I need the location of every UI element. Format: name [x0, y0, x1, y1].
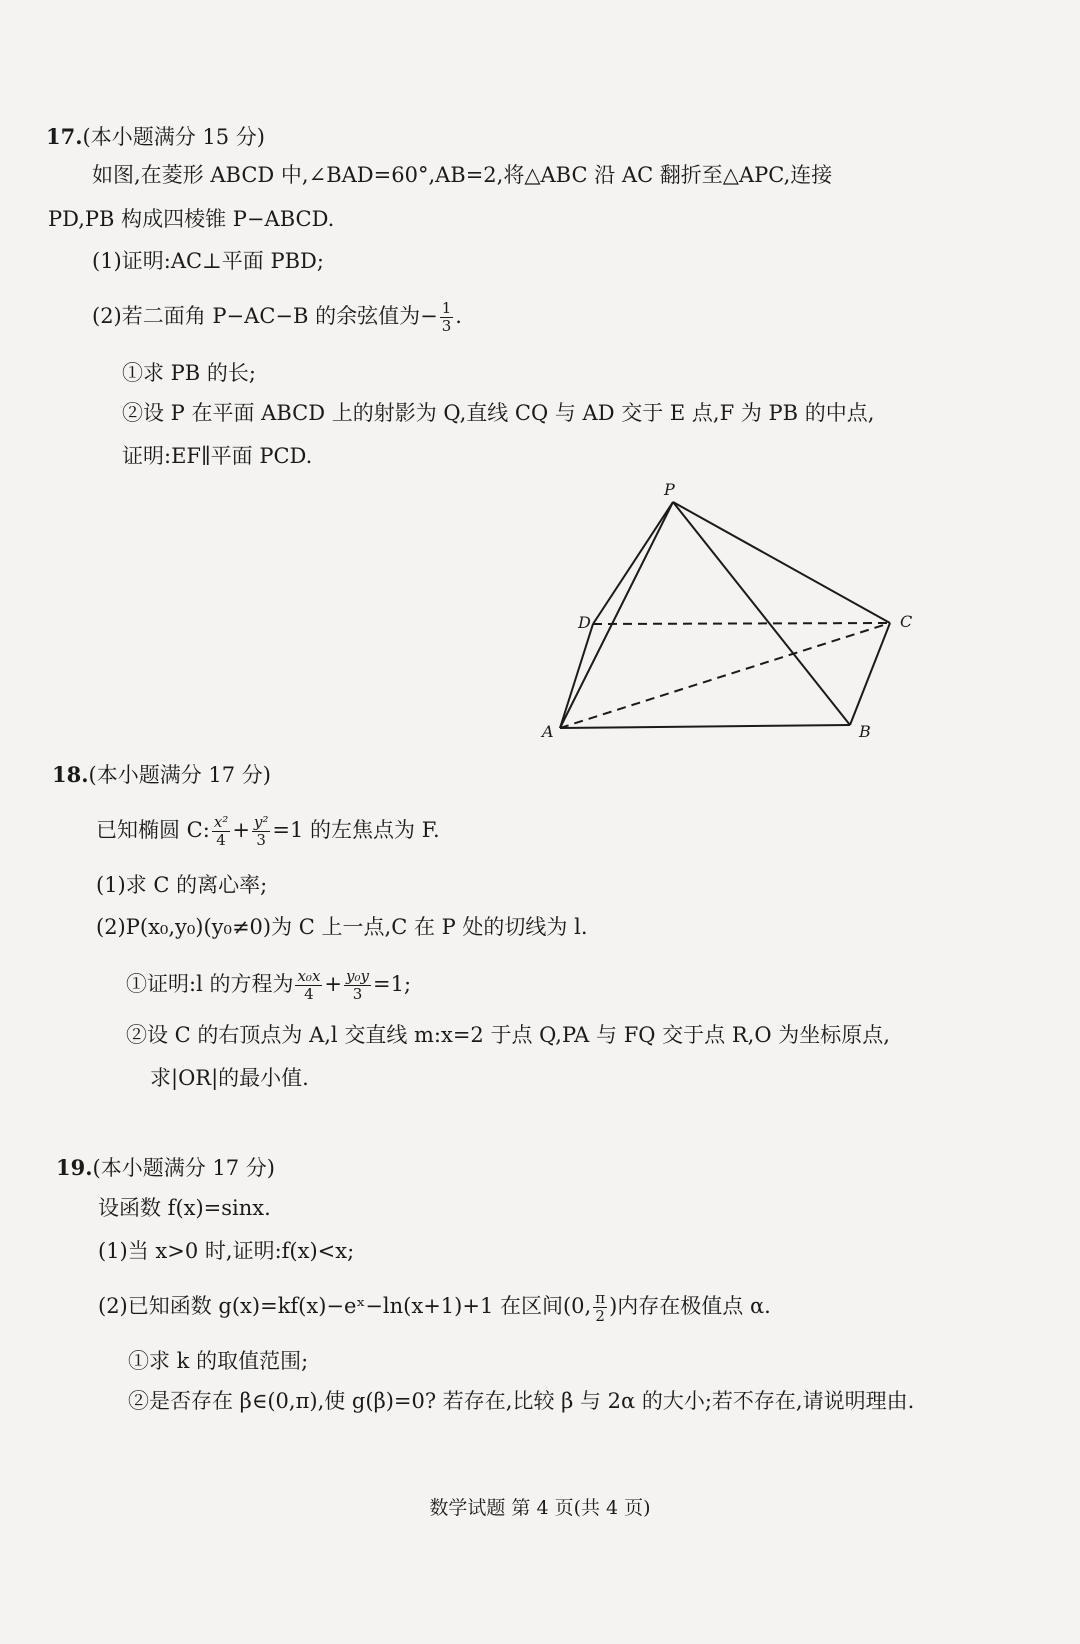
q18-sub1 — [126, 968, 411, 1003]
q19-part2-frac-num: π — [595, 1289, 606, 1307]
q18-sub1-frac1 — [295, 968, 322, 1003]
edge-BC — [850, 623, 890, 725]
q17-part2-fraction — [440, 300, 454, 335]
q17-part2-frac-den: 3 — [441, 317, 452, 335]
q18-number: 18. — [52, 762, 89, 787]
q18-stem — [96, 814, 440, 849]
q18-sub1-suffix: =1; — [372, 972, 412, 996]
q18-sub2-1: ②设 C 的右顶点为 A,l 交直线 m:x=2 于点 Q,PA 与 FQ 交于点 R,O 为坐标原点, — [126, 1023, 890, 1047]
q18-points: (本小题满分 17 分) — [88, 763, 272, 787]
q17-stem-2: PD,PB 构成四棱锥 P−ABCD. — [48, 207, 335, 231]
q19-part2-suffix: )内存在极值点 α. — [609, 1294, 771, 1318]
q17-number: 17. — [46, 124, 83, 149]
q18-frac1 — [212, 814, 230, 849]
q17-part2-suffix: . — [455, 304, 462, 328]
q18-stem-prefix: 已知椭圆 C: — [96, 818, 210, 842]
q18-plus: + — [232, 818, 250, 842]
q18-frac2-num: y² — [253, 813, 269, 831]
q17-part2 — [92, 300, 462, 335]
q19-header — [56, 1153, 275, 1183]
q19-part2-frac-den: 2 — [595, 1307, 605, 1325]
q19-sub2: ②是否存在 β∈(0,π),使 g(β)=0? 若存在,比较 β 与 2α 的大小;若不存在,请说明理由. — [128, 1389, 915, 1413]
q18-sub2-2: 求|OR|的最小值. — [150, 1066, 309, 1090]
q19-part2-fraction — [593, 1290, 607, 1325]
q18-sub1-frac2-num: y₀y — [346, 967, 369, 985]
edge-DC-hidden — [593, 623, 890, 624]
edge-PC — [673, 502, 890, 623]
q17-part2-frac-num: 1 — [441, 299, 452, 317]
q17-stem-1: 如图,在菱形 ABCD 中,∠BAD=60°,AB=2,将△ABC 沿 AC 翻折至△APC,连接 — [92, 163, 833, 187]
edge-PB — [673, 502, 850, 725]
q19-part2 — [98, 1290, 771, 1325]
label-B: B — [859, 722, 871, 741]
edge-AD — [560, 624, 593, 728]
q19-points: (本小题满分 17 分) — [92, 1156, 276, 1180]
q17-sub2-1: ②设 P 在平面 ABCD 上的射影为 Q,直线 CQ 与 AD 交于 E 点,F 为 PB 的中点, — [122, 401, 875, 425]
label-A: A — [542, 722, 554, 741]
q18-sub1-frac1-num: x₀x — [297, 967, 321, 985]
q19-number: 19. — [56, 1155, 93, 1180]
label-P: P — [664, 480, 675, 499]
q18-stem-suffix: =1 的左焦点为 F. — [272, 818, 440, 842]
edge-PA — [560, 502, 673, 728]
pyramid-figure — [530, 475, 960, 775]
q18-frac1-num: x² — [213, 813, 229, 831]
q18-sub1-prefix: ①证明:l 的方程为 — [126, 972, 294, 996]
q17-sub1: ①求 PB 的长; — [122, 361, 256, 385]
label-C: C — [900, 612, 913, 631]
edge-PD — [593, 502, 673, 624]
q18-sub1-frac2 — [344, 968, 371, 1003]
q18-sub1-frac2-den: 3 — [352, 985, 363, 1003]
q18-sub1-plus: + — [324, 972, 343, 996]
edge-AB — [560, 725, 850, 728]
q19-part2-prefix: (2)已知函数 g(x)=kf(x)−eˣ−ln(x+1)+1 在区间(0, — [98, 1294, 592, 1318]
q18-frac1-den: 4 — [216, 831, 226, 849]
q19-stem: 设函数 f(x)=sinx. — [98, 1196, 271, 1220]
q18-frac2 — [252, 814, 271, 849]
q18-header — [52, 760, 271, 790]
q17-header — [46, 122, 265, 152]
q17-part1: (1)证明:AC⊥平面 PBD; — [92, 249, 324, 273]
q18-part1: (1)求 C 的离心率; — [96, 873, 268, 897]
q18-part2: (2)P(x₀,y₀)(y₀≠0)为 C 上一点,C 在 P 处的切线为 l. — [96, 915, 588, 939]
q17-points: (本小题满分 15 分) — [82, 125, 266, 149]
q18-sub1-frac1-den: 4 — [304, 985, 314, 1003]
q19-part1: (1)当 x>0 时,证明:f(x)<x; — [98, 1239, 355, 1263]
label-D: D — [578, 613, 591, 632]
q19-sub1: ①求 k 的取值范围; — [128, 1349, 309, 1373]
q17-sub2-2: 证明:EF∥平面 PCD. — [122, 444, 313, 468]
page-footer: 数学试题 第 4 页(共 4 页) — [429, 1497, 651, 1519]
q18-frac2-den: 3 — [256, 831, 266, 849]
q17-part2-prefix: (2)若二面角 P−AC−B 的余弦值为− — [92, 304, 438, 328]
